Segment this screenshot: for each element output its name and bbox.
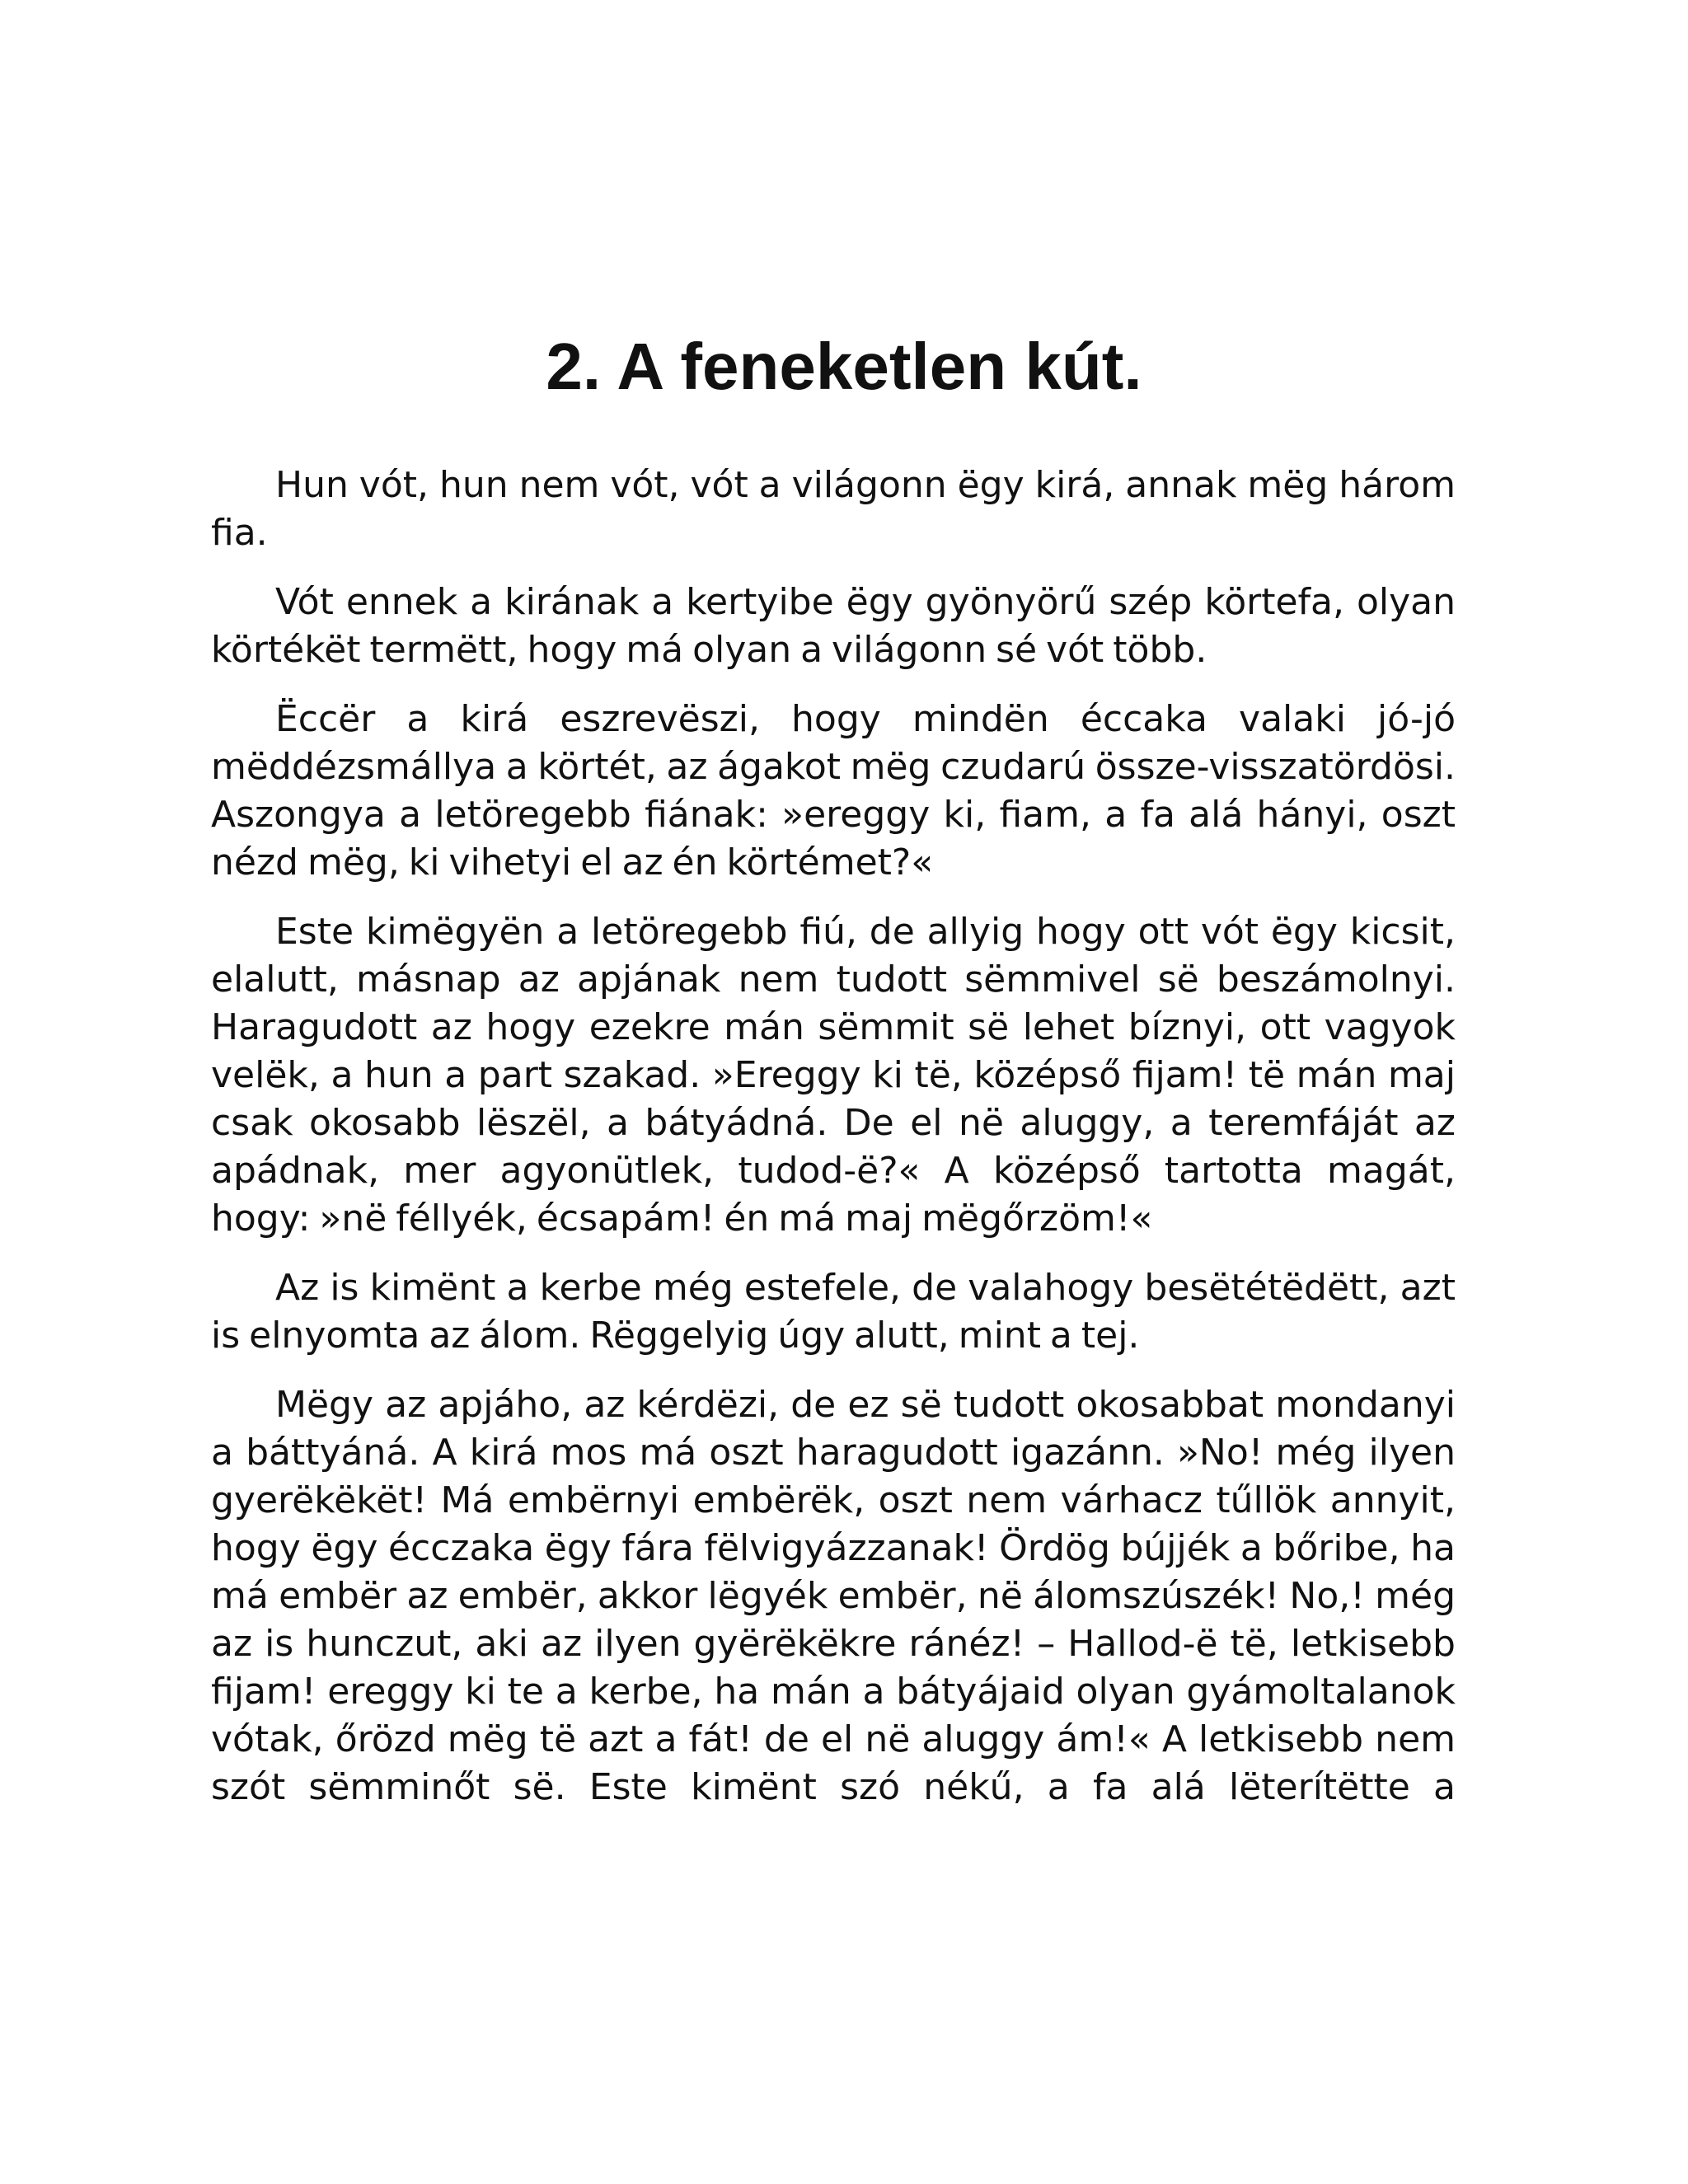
paragraph-3: Ëccër a kirá eszrevëszi, hogy mindën éccaka valaki jó-jó mëddézsmállya a körtét, az ágakot mëg czudarú össze-visszatördösi. Aszongya a letöregebb fiának: »ereggy ki, fiam, a fa alá hányi, oszt nézd mëg, ki vihetyi el az én körtémet?« [211,698,1456,883]
paragraph-2: Vót ennek a kirának a kertyibe ëgy gyönyörű szép körtefa, olyan körtékët termëtt, hogy má olyan a világonn sé vót több. [211,581,1456,671]
paragraph-5: Az is kimënt a kerbe még estefele, de valahogy besëtétëdëtt, azt is elnyomta az álom. Rëggelyig úgy alutt, mint a tej. [211,1267,1456,1357]
paragraph-1: Hun vót, hun nem vót, vót a világonn ëgy kirá, annak mëg három fia. [211,464,1456,554]
chapter-title: 2. A feneketlen kút. [546,330,1142,403]
story-body [211,462,1456,1811]
paragraph-4: Este kimëgyën a letöregebb fiú, de allyig hogy ott vót ëgy kicsit, elalutt, másnap az apjának nem tudott sëmmivel së beszámolnyi. Haragudott az hogy ezekre mán sëmmit së lehet bíznyi, ott vagyok velëk, a hun a part szakad. »Ereggy ki të, középső fijam! të mán maj csak okosabb lëszël, a bátyádná. De el në aluggy, a teremfáját az apádnak, mer agyonütlek, tudod-ë?« A középső tartotta magát, hogy: »në féllyék, écsapám! én má maj mëgőrzöm!« [211,911,1456,1240]
paragraph-6: Mëgy az apjáho, az kérdëzi, de ez së tudott okosabbat mondanyi a báttyáná. A kirá mos má oszt haragudott igazánn. »No! még ilyen gyerëkëkët! Má embërnyi embërëk, oszt nem várhacz tűllök annyit, hogy ëgy écczaka ëgy fára fëlvigyázzanak! Ördög bújjék a bőribe, ha má embër az embër, akkor lëgyék embër, në álomszúszék! No,! még az is hunczut, aki az ilyen gyërëkëkre ránéz! – Hallod-ë të, letkisebb fijam! ereggy ki te a kerbe, ha mán a bátyájaid olyan gyámoltalanok vótak, őrözd mëg të azt a fát! de el në aluggy ám!« A letkisebb nem szót sëmminőt së. Este kimënt szó nékű, a fa alá lëterítëtte a [211,1384,1456,1808]
